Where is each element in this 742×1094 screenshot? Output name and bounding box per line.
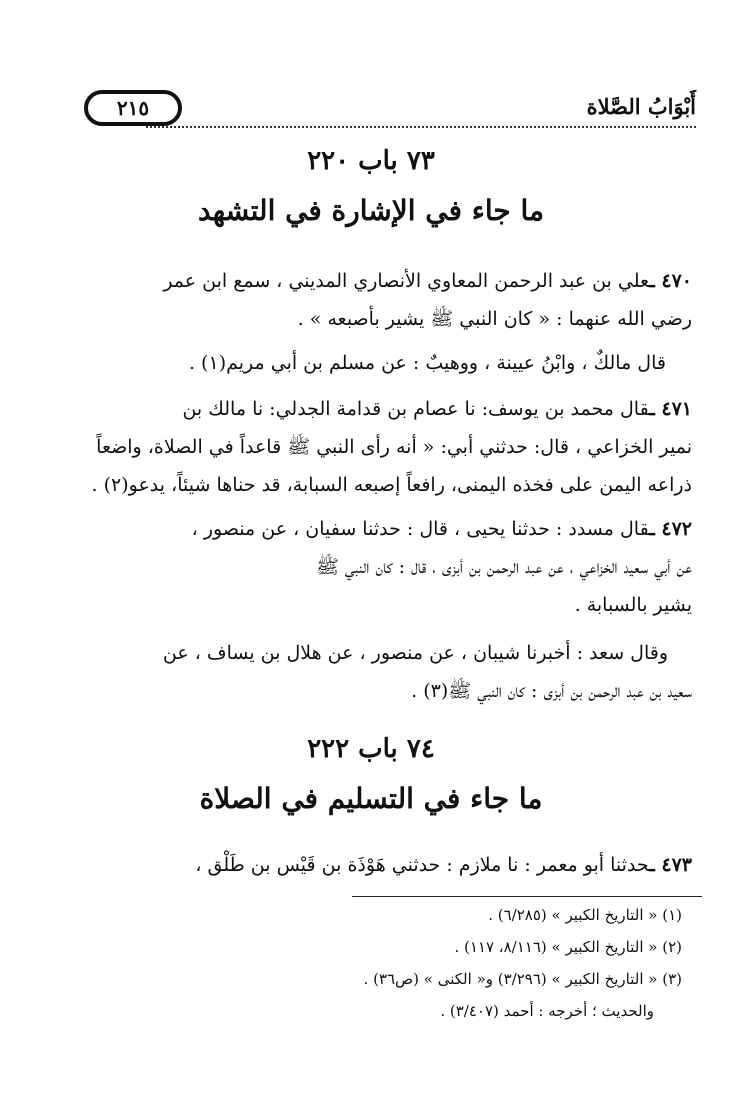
hadith-text: حدثنا أبو معمر : نا ملازم : حدثني هَوْذَة بن قَيْس بن طَلْق ، — [195, 854, 650, 876]
hadith-line: سعيد بن عبد الرحمن بن أبزى : كان النبي ﷺ(٣) . — [411, 680, 692, 702]
footnote: (١) « التاريخ الكبير » (٦/٢٨٥) . — [488, 906, 682, 924]
hadith-470-note: قال مالكٌ ، وابْنُ عيينة ، ووهيبٌ : عن مسلم بن أبي مريم(١) . — [188, 352, 666, 374]
hadith-number: ٤٧٣ ـ — [649, 854, 692, 876]
footnote-source: والحديث ؛ أخرجه : أحمد (٣/٤٠٧) . — [440, 1002, 654, 1020]
hadith-line: يشير بالسبابة . — [574, 594, 692, 616]
chapter-number: ٧٤ باب ٢٢٢ — [307, 734, 435, 764]
footnote: (٣) « التاريخ الكبير » (٣/٢٩٦) و« الكنى » (ص٣٦) . — [363, 970, 682, 988]
header-divider — [146, 126, 696, 128]
footnote-divider — [352, 896, 702, 897]
hadith-text: قال محمد بن يوسف: نا عصام بن قدامة الجدلي: نا مالك بن — [182, 398, 650, 420]
hadith-473 — [52, 846, 692, 884]
hadith-line — [52, 262, 692, 300]
hadith-number: ٤٧٢ ـ — [649, 518, 692, 540]
chapter-number: ٧٣ باب ٢٢٠ — [307, 146, 435, 176]
hadith-470 — [52, 262, 692, 338]
hadith-line — [52, 846, 692, 884]
hadith-line: وقال سعد : أخبرنا شيبان ، عن منصور ، عن هلال بن يساف ، عن — [162, 642, 668, 664]
chapter-title: ما جاء في التسليم في الصلاة — [199, 782, 543, 815]
running-title: أَبْوَابُ الصَّلاة — [586, 94, 696, 119]
page-header — [84, 90, 696, 130]
hadith-line: ذراعه اليمن على فخذه اليمنى، رافعاً إصبعه السبابة، قد حناها شيئاً، يدعو(٢) . — [91, 474, 692, 496]
hadith-line: نمير الخزاعي ، قال: حدثني أبي: « أنه رأى النبي ﷺ قاعداً في الصلاة، واضعاً — [96, 436, 692, 458]
hadith-line: عن أبي سعيد الخزاعي ، عن عبد الرحمن بن أبزى ، قال : كان النبي ﷺ — [315, 556, 692, 578]
hadith-text: علي بن عبد الرحمن المعاوي الأنصاري المديني ، سمع ابن عمر — [163, 270, 650, 292]
hadith-line: رضي الله عنهما : « كان النبي ﷺ يشير بأصبعه » . — [297, 308, 692, 330]
hadith-471 — [52, 390, 692, 504]
chapter-title: ما جاء في الإشارة في التشهد — [198, 194, 544, 227]
hadith-line — [52, 390, 692, 428]
saad-report — [52, 634, 692, 710]
page-number-badge: ٢١٥ — [84, 90, 182, 126]
hadith-number: ٤٧١ ـ — [649, 398, 692, 420]
hadith-text: قال مسدد : حدثنا يحيى ، قال : حدثنا سفيان ، عن منصور ، — [191, 518, 650, 540]
hadith-472 — [52, 510, 692, 624]
hadith-line — [52, 510, 692, 548]
hadith-number: ٤٧٠ ـ — [649, 270, 692, 292]
footnote: (٢) « التاريخ الكبير » (٨/١١٦، ١١٧) . — [454, 938, 682, 956]
